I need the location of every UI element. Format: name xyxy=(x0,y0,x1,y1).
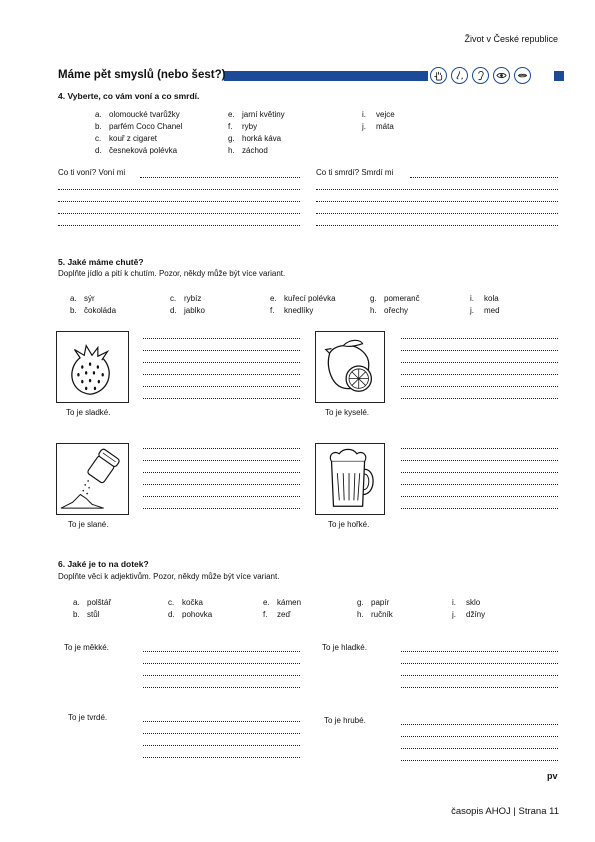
answer-line[interactable] xyxy=(401,398,558,399)
answer-line[interactable] xyxy=(143,496,300,497)
answer-line[interactable] xyxy=(401,350,558,351)
task5-item-e: e. kuřecí polévka xyxy=(270,294,336,303)
task4-item-e: e. jarní květiny xyxy=(228,110,285,119)
answer-line[interactable] xyxy=(410,177,558,178)
answer-line[interactable] xyxy=(58,201,300,202)
task5-item-c: c. rybíz xyxy=(170,294,202,303)
answer-line[interactable] xyxy=(401,508,558,509)
answer-line[interactable] xyxy=(316,225,558,226)
task4-item-i: i. vejce xyxy=(362,110,395,119)
answer-line[interactable] xyxy=(143,757,300,758)
answer-line[interactable] xyxy=(58,213,300,214)
answer-line[interactable] xyxy=(316,213,558,214)
task5-item-j: j. med xyxy=(470,306,500,315)
answer-line[interactable] xyxy=(401,386,558,387)
task5-item-i: i. kola xyxy=(470,294,499,303)
caption-salty: To je slané. xyxy=(68,520,109,529)
answer-line[interactable] xyxy=(143,386,300,387)
task5-item-f: f. knedlíky xyxy=(270,306,314,315)
answer-line[interactable] xyxy=(401,496,558,497)
task6-item-h: h. ručník xyxy=(357,610,393,619)
task5-item-g: g. pomeranč xyxy=(370,294,420,303)
answer-line[interactable] xyxy=(401,651,558,652)
caption-bitter: To je hořké. xyxy=(328,520,370,529)
answer-line[interactable] xyxy=(401,663,558,664)
ear-icon xyxy=(472,67,489,84)
task4-item-j: j. máta xyxy=(362,122,394,131)
task6-item-g: g. papír xyxy=(357,598,390,607)
eye-icon xyxy=(493,67,510,84)
answer-line[interactable] xyxy=(143,484,300,485)
running-title: Život v České republice xyxy=(464,34,558,44)
nose-icon xyxy=(451,67,468,84)
task5-item-h: h. ořechy xyxy=(370,306,409,315)
caption-sweet: To je sladké. xyxy=(66,408,111,417)
answer-line[interactable] xyxy=(401,338,558,339)
task4-item-g: g. horká káva xyxy=(228,134,282,143)
answer-line[interactable] xyxy=(140,177,300,178)
answer-line[interactable] xyxy=(143,338,300,339)
author-initials: pv xyxy=(547,771,558,781)
task6-item-j: j. džíny xyxy=(452,610,486,619)
prompt-soft: To je měkké. xyxy=(64,643,109,652)
task6-item-a: a. polštář xyxy=(73,598,112,607)
task6-item-e: e. kámen xyxy=(263,598,302,607)
hand-icon xyxy=(430,67,447,84)
answer-line[interactable] xyxy=(143,398,300,399)
answer-line[interactable] xyxy=(401,760,558,761)
page-number: 11 xyxy=(549,806,559,817)
task6-item-c: c. kočka xyxy=(168,598,203,607)
task4-item-f: f. ryby xyxy=(228,122,258,131)
answer-line[interactable] xyxy=(58,225,300,226)
caption-sour: To je kyselé. xyxy=(325,408,370,417)
answer-line[interactable] xyxy=(143,651,300,652)
answer-line[interactable] xyxy=(401,736,558,737)
task4-item-c: c. kouř z cigaret xyxy=(95,134,158,143)
task4-item-a: a. olomoucké tvarůžky xyxy=(95,110,180,119)
prompt-smooth: To je hladké. xyxy=(322,643,367,652)
answer-line[interactable] xyxy=(401,675,558,676)
answer-line[interactable] xyxy=(401,472,558,473)
answer-line[interactable] xyxy=(143,721,300,722)
strawberry-image xyxy=(56,331,129,403)
answer-line[interactable] xyxy=(143,350,300,351)
footer xyxy=(451,806,559,817)
answer-line[interactable] xyxy=(316,201,558,202)
answer-line[interactable] xyxy=(401,748,558,749)
mouth-icon xyxy=(514,67,531,84)
beer-mug-image xyxy=(315,443,385,515)
magazine-name: časopis AHOJ xyxy=(451,806,511,817)
task5-item-b: b. čokoláda xyxy=(70,306,117,315)
task4-heading: 4. Vyberte, co vám voní a co smrdí. xyxy=(58,91,200,101)
answer-line[interactable] xyxy=(143,362,300,363)
task6-item-d: d. pohovka xyxy=(168,610,213,619)
answer-line[interactable] xyxy=(58,189,300,190)
task4-prompt-smells-good: Co ti voní? Voní mi xyxy=(58,168,126,177)
answer-line[interactable] xyxy=(143,687,300,688)
task4-item-h: h. záchod xyxy=(228,146,268,155)
task6-heading: 6. Jaké je to na dotek? xyxy=(58,559,149,569)
task6-item-b: b. stůl xyxy=(73,610,100,619)
task6-item-f: f. zeď xyxy=(263,610,291,619)
task5-item-a: a. sýr xyxy=(70,294,95,303)
task6-item-i: i. sklo xyxy=(452,598,481,607)
lemon-image xyxy=(315,331,385,403)
task4-item-b: b. parfém Coco Chanel xyxy=(95,122,183,131)
answer-line[interactable] xyxy=(143,675,300,676)
task4-prompt-smells-bad: Co ti smrdí? Smrdí mi xyxy=(316,168,394,177)
answer-line[interactable] xyxy=(401,362,558,363)
page-label: Strana xyxy=(518,806,547,817)
task6-instruction: Doplňte věci k adjektivům. Pozor, někdy může být více variant. xyxy=(58,572,280,581)
prompt-hard: To je tvrdé. xyxy=(68,713,108,722)
answer-line[interactable] xyxy=(401,687,558,688)
answer-line[interactable] xyxy=(143,374,300,375)
answer-line[interactable] xyxy=(143,663,300,664)
answer-line[interactable] xyxy=(143,472,300,473)
answer-line[interactable] xyxy=(401,448,558,449)
task5-instruction: Doplňte jídlo a pití k chutím. Pozor, někdy může být více variant. xyxy=(58,269,286,278)
task5-heading: 5. Jaké máme chutě? xyxy=(58,257,144,267)
task4-item-d: d. česneková polévka xyxy=(95,146,178,155)
salt-shaker-image xyxy=(56,443,129,515)
sense-icons xyxy=(428,65,554,85)
answer-line[interactable] xyxy=(143,460,300,461)
answer-line[interactable] xyxy=(143,448,300,449)
section-title: Máme pět smyslů (nebo šest?) xyxy=(58,69,226,81)
answer-line[interactable] xyxy=(401,374,558,375)
footer-separator: | xyxy=(513,806,516,817)
answer-line[interactable] xyxy=(401,484,558,485)
answer-line[interactable] xyxy=(143,733,300,734)
answer-line[interactable] xyxy=(316,189,558,190)
answer-line[interactable] xyxy=(143,508,300,509)
answer-line[interactable] xyxy=(401,724,558,725)
answer-line[interactable] xyxy=(143,745,300,746)
answer-line[interactable] xyxy=(401,460,558,461)
prompt-rough: To je hrubé. xyxy=(324,716,366,725)
task5-item-d: d. jablko xyxy=(170,306,205,315)
